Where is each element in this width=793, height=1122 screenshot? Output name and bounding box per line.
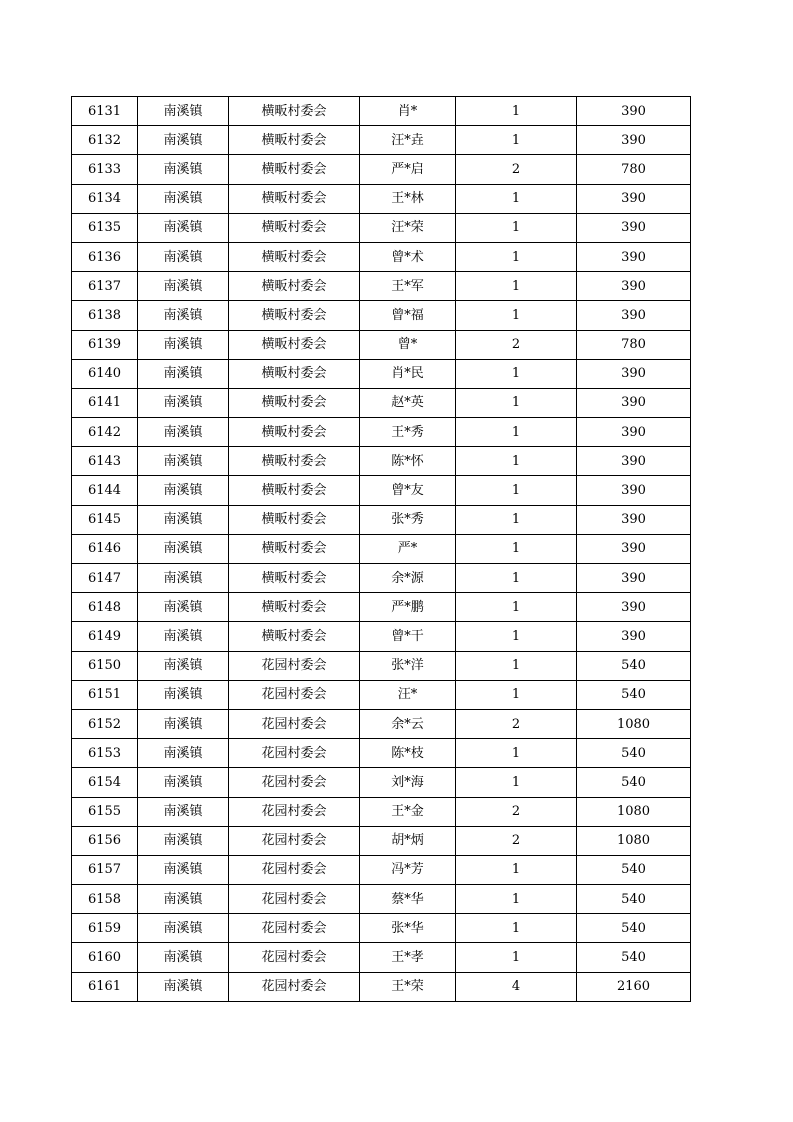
cell-id: 6154	[72, 768, 138, 797]
cell-count: 1	[456, 593, 577, 622]
cell-count: 2	[456, 330, 577, 359]
cell-name: 严*	[360, 534, 456, 563]
cell-amount: 540	[577, 651, 691, 680]
cell-count: 2	[456, 709, 577, 738]
cell-count: 1	[456, 680, 577, 709]
cell-amount: 390	[577, 622, 691, 651]
cell-id: 6137	[72, 272, 138, 301]
cell-town: 南溪镇	[138, 768, 229, 797]
cell-town: 南溪镇	[138, 388, 229, 417]
cell-town: 南溪镇	[138, 418, 229, 447]
cell-town: 南溪镇	[138, 914, 229, 943]
cell-count: 1	[456, 564, 577, 593]
cell-count: 1	[456, 242, 577, 271]
cell-village: 横畈村委会	[229, 418, 360, 447]
cell-village: 花园村委会	[229, 972, 360, 1001]
cell-count: 1	[456, 914, 577, 943]
cell-village: 花园村委会	[229, 709, 360, 738]
cell-name: 张*华	[360, 914, 456, 943]
table-row	[72, 564, 691, 593]
cell-town: 南溪镇	[138, 855, 229, 884]
cell-id: 6151	[72, 680, 138, 709]
cell-town: 南溪镇	[138, 885, 229, 914]
cell-id: 6138	[72, 301, 138, 330]
cell-town: 南溪镇	[138, 184, 229, 213]
cell-count: 1	[456, 418, 577, 447]
table-row	[72, 680, 691, 709]
cell-name: 汪*	[360, 680, 456, 709]
cell-id: 6147	[72, 564, 138, 593]
cell-amount: 390	[577, 213, 691, 242]
cell-id: 6141	[72, 388, 138, 417]
cell-count: 1	[456, 768, 577, 797]
cell-village: 横畈村委会	[229, 155, 360, 184]
table-row	[72, 914, 691, 943]
cell-amount: 1080	[577, 826, 691, 855]
cell-amount: 390	[577, 242, 691, 271]
cell-id: 6134	[72, 184, 138, 213]
cell-amount: 780	[577, 330, 691, 359]
cell-name: 严*鹏	[360, 593, 456, 622]
cell-count: 1	[456, 126, 577, 155]
cell-village: 横畈村委会	[229, 505, 360, 534]
cell-amount: 390	[577, 184, 691, 213]
cell-id: 6140	[72, 359, 138, 388]
cell-village: 花园村委会	[229, 797, 360, 826]
cell-town: 南溪镇	[138, 242, 229, 271]
cell-name: 肖*民	[360, 359, 456, 388]
cell-village: 横畈村委会	[229, 564, 360, 593]
table-row	[72, 301, 691, 330]
table-row	[72, 418, 691, 447]
cell-count: 1	[456, 855, 577, 884]
cell-village: 花园村委会	[229, 739, 360, 768]
cell-amount: 390	[577, 534, 691, 563]
cell-name: 严*启	[360, 155, 456, 184]
cell-village: 横畈村委会	[229, 359, 360, 388]
cell-id: 6159	[72, 914, 138, 943]
cell-village: 花园村委会	[229, 680, 360, 709]
cell-village: 横畈村委会	[229, 622, 360, 651]
cell-amount: 390	[577, 447, 691, 476]
cell-name: 汪*荣	[360, 213, 456, 242]
cell-count: 1	[456, 739, 577, 768]
cell-id: 6149	[72, 622, 138, 651]
cell-village: 横畈村委会	[229, 534, 360, 563]
cell-name: 王*荣	[360, 972, 456, 1001]
cell-count: 1	[456, 359, 577, 388]
table-row	[72, 855, 691, 884]
cell-id: 6153	[72, 739, 138, 768]
cell-town: 南溪镇	[138, 709, 229, 738]
cell-name: 汪*垚	[360, 126, 456, 155]
cell-town: 南溪镇	[138, 447, 229, 476]
cell-count: 4	[456, 972, 577, 1001]
cell-id: 6131	[72, 97, 138, 126]
table-row	[72, 155, 691, 184]
cell-name: 王*林	[360, 184, 456, 213]
cell-town: 南溪镇	[138, 126, 229, 155]
table-row	[72, 534, 691, 563]
cell-name: 蔡*华	[360, 885, 456, 914]
cell-count: 1	[456, 885, 577, 914]
table-row	[72, 447, 691, 476]
cell-name: 余*源	[360, 564, 456, 593]
cell-village: 花园村委会	[229, 943, 360, 972]
table-row	[72, 476, 691, 505]
cell-village: 横畈村委会	[229, 184, 360, 213]
cell-town: 南溪镇	[138, 534, 229, 563]
cell-name: 张*秀	[360, 505, 456, 534]
cell-amount: 1080	[577, 709, 691, 738]
table-row	[72, 622, 691, 651]
cell-count: 2	[456, 155, 577, 184]
cell-name: 王*军	[360, 272, 456, 301]
cell-town: 南溪镇	[138, 359, 229, 388]
cell-name: 曾*干	[360, 622, 456, 651]
cell-amount: 540	[577, 885, 691, 914]
cell-town: 南溪镇	[138, 680, 229, 709]
cell-name: 赵*英	[360, 388, 456, 417]
cell-amount: 540	[577, 680, 691, 709]
cell-count: 2	[456, 797, 577, 826]
cell-amount: 390	[577, 476, 691, 505]
table-row	[72, 242, 691, 271]
table-body	[72, 97, 691, 1002]
cell-count: 1	[456, 272, 577, 301]
table-row	[72, 97, 691, 126]
cell-amount: 540	[577, 739, 691, 768]
cell-count: 1	[456, 651, 577, 680]
table-row	[72, 505, 691, 534]
cell-id: 6146	[72, 534, 138, 563]
cell-id: 6158	[72, 885, 138, 914]
cell-id: 6133	[72, 155, 138, 184]
cell-village: 横畈村委会	[229, 301, 360, 330]
cell-amount: 390	[577, 97, 691, 126]
cell-town: 南溪镇	[138, 943, 229, 972]
cell-amount: 390	[577, 126, 691, 155]
table-row	[72, 126, 691, 155]
cell-town: 南溪镇	[138, 505, 229, 534]
cell-amount: 390	[577, 388, 691, 417]
cell-count: 1	[456, 97, 577, 126]
cell-count: 1	[456, 943, 577, 972]
cell-id: 6142	[72, 418, 138, 447]
table-row	[72, 943, 691, 972]
table-row	[72, 272, 691, 301]
cell-id: 6136	[72, 242, 138, 271]
cell-id: 6145	[72, 505, 138, 534]
cell-amount: 390	[577, 418, 691, 447]
table-row	[72, 797, 691, 826]
table-row	[72, 768, 691, 797]
table-row	[72, 826, 691, 855]
cell-name: 余*云	[360, 709, 456, 738]
cell-name: 胡*炳	[360, 826, 456, 855]
cell-amount: 780	[577, 155, 691, 184]
data-table	[71, 96, 691, 1002]
cell-id: 6132	[72, 126, 138, 155]
cell-amount: 2160	[577, 972, 691, 1001]
cell-count: 1	[456, 301, 577, 330]
cell-amount: 390	[577, 272, 691, 301]
cell-id: 6157	[72, 855, 138, 884]
table-row	[72, 709, 691, 738]
cell-name: 曾*	[360, 330, 456, 359]
cell-name: 曾*友	[360, 476, 456, 505]
cell-town: 南溪镇	[138, 826, 229, 855]
cell-name: 陈*枝	[360, 739, 456, 768]
table-row	[72, 593, 691, 622]
cell-village: 横畈村委会	[229, 242, 360, 271]
cell-name: 肖*	[360, 97, 456, 126]
cell-name: 王*金	[360, 797, 456, 826]
cell-count: 1	[456, 388, 577, 417]
cell-id: 6144	[72, 476, 138, 505]
cell-town: 南溪镇	[138, 213, 229, 242]
cell-amount: 1080	[577, 797, 691, 826]
cell-name: 王*孝	[360, 943, 456, 972]
cell-town: 南溪镇	[138, 97, 229, 126]
cell-name: 冯*芳	[360, 855, 456, 884]
cell-town: 南溪镇	[138, 972, 229, 1001]
cell-town: 南溪镇	[138, 593, 229, 622]
cell-town: 南溪镇	[138, 155, 229, 184]
cell-village: 花园村委会	[229, 826, 360, 855]
cell-town: 南溪镇	[138, 301, 229, 330]
cell-count: 2	[456, 826, 577, 855]
cell-count: 1	[456, 447, 577, 476]
cell-amount: 540	[577, 943, 691, 972]
cell-village: 花园村委会	[229, 651, 360, 680]
cell-town: 南溪镇	[138, 651, 229, 680]
cell-village: 横畈村委会	[229, 213, 360, 242]
cell-id: 6143	[72, 447, 138, 476]
cell-town: 南溪镇	[138, 476, 229, 505]
cell-town: 南溪镇	[138, 739, 229, 768]
cell-village: 横畈村委会	[229, 126, 360, 155]
cell-amount: 390	[577, 359, 691, 388]
cell-id: 6135	[72, 213, 138, 242]
cell-village: 花园村委会	[229, 855, 360, 884]
cell-id: 6160	[72, 943, 138, 972]
cell-village: 花园村委会	[229, 914, 360, 943]
cell-name: 曾*术	[360, 242, 456, 271]
cell-village: 横畈村委会	[229, 593, 360, 622]
table-row	[72, 330, 691, 359]
cell-count: 1	[456, 622, 577, 651]
cell-id: 6156	[72, 826, 138, 855]
table-row	[72, 213, 691, 242]
cell-town: 南溪镇	[138, 330, 229, 359]
table-row	[72, 388, 691, 417]
cell-village: 横畈村委会	[229, 476, 360, 505]
cell-amount: 390	[577, 593, 691, 622]
table-row	[72, 651, 691, 680]
cell-count: 1	[456, 534, 577, 563]
cell-village: 横畈村委会	[229, 447, 360, 476]
cell-amount: 390	[577, 564, 691, 593]
cell-amount: 540	[577, 768, 691, 797]
cell-id: 6155	[72, 797, 138, 826]
cell-id: 6139	[72, 330, 138, 359]
cell-amount: 390	[577, 505, 691, 534]
cell-id: 6148	[72, 593, 138, 622]
cell-count: 1	[456, 184, 577, 213]
cell-town: 南溪镇	[138, 272, 229, 301]
cell-amount: 390	[577, 301, 691, 330]
cell-id: 6161	[72, 972, 138, 1001]
cell-amount: 540	[577, 914, 691, 943]
cell-name: 曾*福	[360, 301, 456, 330]
cell-count: 1	[456, 213, 577, 242]
cell-id: 6152	[72, 709, 138, 738]
cell-count: 1	[456, 476, 577, 505]
cell-village: 横畈村委会	[229, 272, 360, 301]
table-row	[72, 972, 691, 1001]
table-row	[72, 739, 691, 768]
cell-name: 张*洋	[360, 651, 456, 680]
table-row	[72, 184, 691, 213]
cell-id: 6150	[72, 651, 138, 680]
cell-name: 王*秀	[360, 418, 456, 447]
cell-village: 花园村委会	[229, 885, 360, 914]
cell-town: 南溪镇	[138, 622, 229, 651]
cell-count: 1	[456, 505, 577, 534]
cell-name: 刘*海	[360, 768, 456, 797]
cell-town: 南溪镇	[138, 797, 229, 826]
cell-town: 南溪镇	[138, 564, 229, 593]
table-row	[72, 885, 691, 914]
cell-village: 横畈村委会	[229, 388, 360, 417]
cell-village: 花园村委会	[229, 768, 360, 797]
table-row	[72, 359, 691, 388]
cell-village: 横畈村委会	[229, 330, 360, 359]
cell-amount: 540	[577, 855, 691, 884]
cell-village: 横畈村委会	[229, 97, 360, 126]
cell-name: 陈*怀	[360, 447, 456, 476]
